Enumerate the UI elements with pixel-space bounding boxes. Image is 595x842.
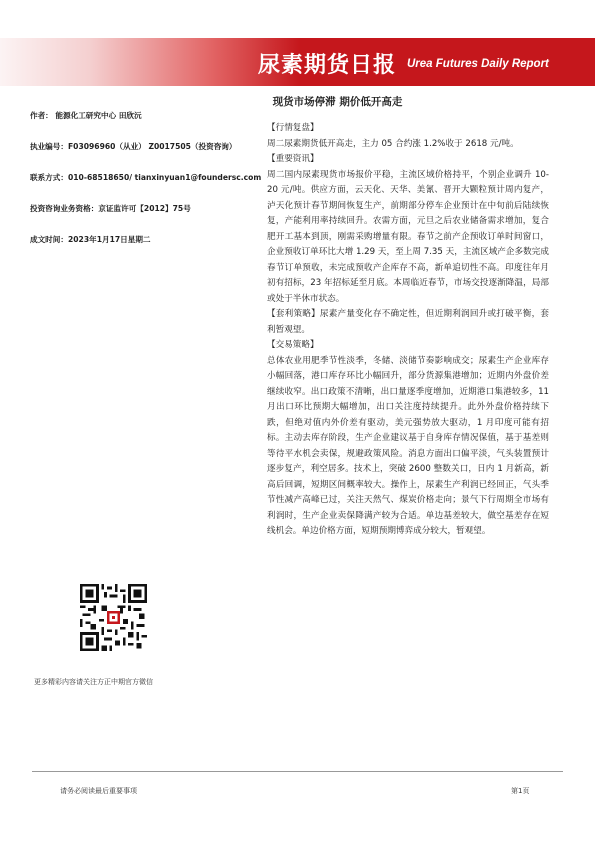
- page-number: 第1页: [511, 787, 530, 795]
- qualification-line: 投资咨询业务资格：京证监许可【2012】75号: [30, 204, 191, 213]
- section-heading: 【重要资讯】: [267, 154, 319, 164]
- author-line: 作者： 能源化工研究中心 田欣沅: [30, 111, 142, 120]
- footer-disclaimer: 请务必阅读最后重要事项: [60, 787, 137, 795]
- section-heading: 【行情复盘】: [267, 123, 319, 133]
- section-arbitrage: [267, 307, 549, 338]
- header-gradient-accent: [0, 38, 300, 86]
- section-market-review: [267, 121, 549, 152]
- section-text: 总体农业用肥季节性淡季，冬储、淡储节奏影响成交；尿素生产企业库存小幅回落，港口库存环比小幅回升，部分货源集港增加；近期内外盘价差继续收窄。出口政策不清晰，出口量逐季度增加，近期港口集港较多，11 月出口环比预期大幅增加，出口关注度持续提升。此外外盘价格持续下跌，但绝对值内外价差有驱动，美元强势放大驱动，1 月印度可能有招标。主动去库存阶段，生产企业建议基于自身库存情况保值，基于基差则等待平水机会卖保，规避政策风险。消息方面出口偏平淡，气头装置预计逐步复产，利空居多。技术上，突破 2600 整数关口，日内 1 月新高，新高后回调，短期区间概率较大。操作上，尿素生产利润已经回正，气头季节性减产高峰已过，关注天然气、煤炭价格走向；景气下行周期全市场有利润时，生产企业卖保降满产较为合适。单边基差较大，做空基差存在短线机会。单边价格方面，短期预期博弈成分较大，暂观望。: [267, 355, 549, 536]
- section-trading-strategy: [267, 338, 549, 540]
- section-text: 周二国内尿素现货市场报价平稳，主流区域价格持平，个别企业调升 10-20 元/吨。供应方面，云天化、天华、美氰、晋开大颗粒预计周内复产，泸天化预计春节期间恢复生产，前期部分停车企业预计在中旬前后陆续恢复，产能利用率持续回升。农需方面，元旦之后农业储备需求增加，复合肥开工基本到顶，刚需采购增量有限。春节之前产企预收订单时间窗口，企业预收订单环比大增 1.29 天，至上周 7.35 天，主流区域产企多数完成春节订单预收，未完成预收产企库存不高，新单追切性不高。印度往年月初有招标，23 年招标延至月底。本周临近春节，市场交投逐渐降温，局部或处于半休市状态。: [267, 169, 549, 304]
- report-subtitle: 现货市场停滞 期价低开高走: [272, 96, 403, 108]
- license-line: 执业编号：F03096960（从业） Z0017505（投资咨询）: [30, 142, 237, 151]
- section-text: 尿素产量变化存不确定性，但近期利润回升或打破平衡，套利暂观望。: [267, 309, 549, 335]
- section-text: 周二尿素期货低开高走，主力 05 合约涨 1.2%收于 2618 元/吨。: [267, 138, 519, 149]
- report-title-en: Urea Futures Daily Report: [407, 58, 549, 70]
- qr-caption: 更多精彩内容请关注方正中期官方微信: [34, 678, 153, 686]
- wechat-qr-code: [80, 584, 147, 651]
- section-heading: 【交易策略】: [267, 340, 319, 350]
- footer-divider: [32, 771, 563, 772]
- report-title-cn: 尿素期货日报: [258, 53, 397, 78]
- contact-line: 联系方式：010-68518650/ tianxinyuan1@foundersc.com: [30, 173, 262, 182]
- section-heading: 【套利策略】: [267, 309, 320, 319]
- section-news: [267, 152, 549, 307]
- date-line: 成文时间：2023年1月17日星期二: [30, 235, 151, 244]
- report-header-banner: [0, 38, 595, 86]
- author-info-panel: [30, 110, 265, 246]
- report-body: [267, 121, 549, 540]
